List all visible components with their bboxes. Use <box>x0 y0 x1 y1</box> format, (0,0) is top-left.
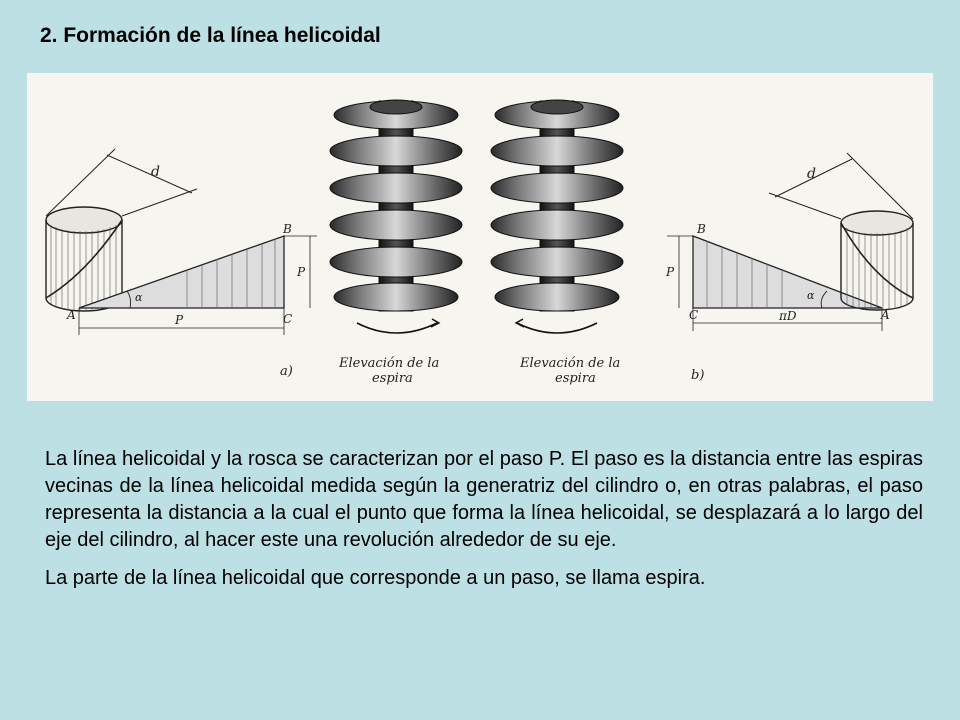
left-label-part: a) <box>280 364 293 379</box>
left-triangle <box>79 236 317 335</box>
right-label-p-vertical: P <box>666 265 675 279</box>
right-label-C: C <box>689 308 699 322</box>
slide-title: 2. Formación de la línea helicoidal <box>40 24 381 47</box>
screw-left-caption-line2: espira <box>372 371 413 386</box>
paragraph-pitch-definition: La línea helicoidal y la rosca se caracterizan por el paso P. El paso es la distancia entre las espiras vecinas de la línea helicoidal medida según la generatriz del cilindro o, en otras palabras, el paso representa la distancia a la cual el punto que forma la línea helicoidal, se desplazará a lo largo del eje del cilindro, al hacer este una revolución alrededor de su eje. <box>45 448 923 551</box>
right-label-alpha: α <box>807 289 815 302</box>
left-label-C: C <box>283 312 293 326</box>
helix-diagram <box>27 73 933 401</box>
paragraph-espira-definition: La parte de la línea helicoidal que corresponde a un paso, se llama espira. <box>45 567 706 589</box>
screw-right-caption-line1: Elevación de la <box>520 356 621 371</box>
right-label-A: A <box>881 308 890 322</box>
right-label-piD: πD <box>779 309 797 323</box>
body-text <box>45 446 923 603</box>
screw-right <box>491 100 623 333</box>
left-development <box>46 149 317 379</box>
right-label-B: B <box>697 222 706 236</box>
right-triangle <box>667 236 882 331</box>
helix-illustration <box>27 73 933 401</box>
screw-right-caption-line2: espira <box>555 371 596 386</box>
left-cylinder <box>46 207 122 311</box>
left-label-d: d <box>151 164 160 180</box>
left-label-B: B <box>283 222 292 236</box>
left-label-p-vertical: P <box>297 265 306 279</box>
right-label-d: d <box>807 166 816 182</box>
right-cylinder <box>841 211 913 310</box>
right-label-part: b) <box>691 368 705 383</box>
left-label-p-horizontal: P <box>175 313 184 327</box>
screw-left <box>330 100 462 333</box>
screw-left-caption-line1: Elevación de la <box>339 356 440 371</box>
left-label-A: A <box>67 308 76 322</box>
right-development <box>665 153 913 383</box>
left-label-alpha: α <box>135 291 143 304</box>
